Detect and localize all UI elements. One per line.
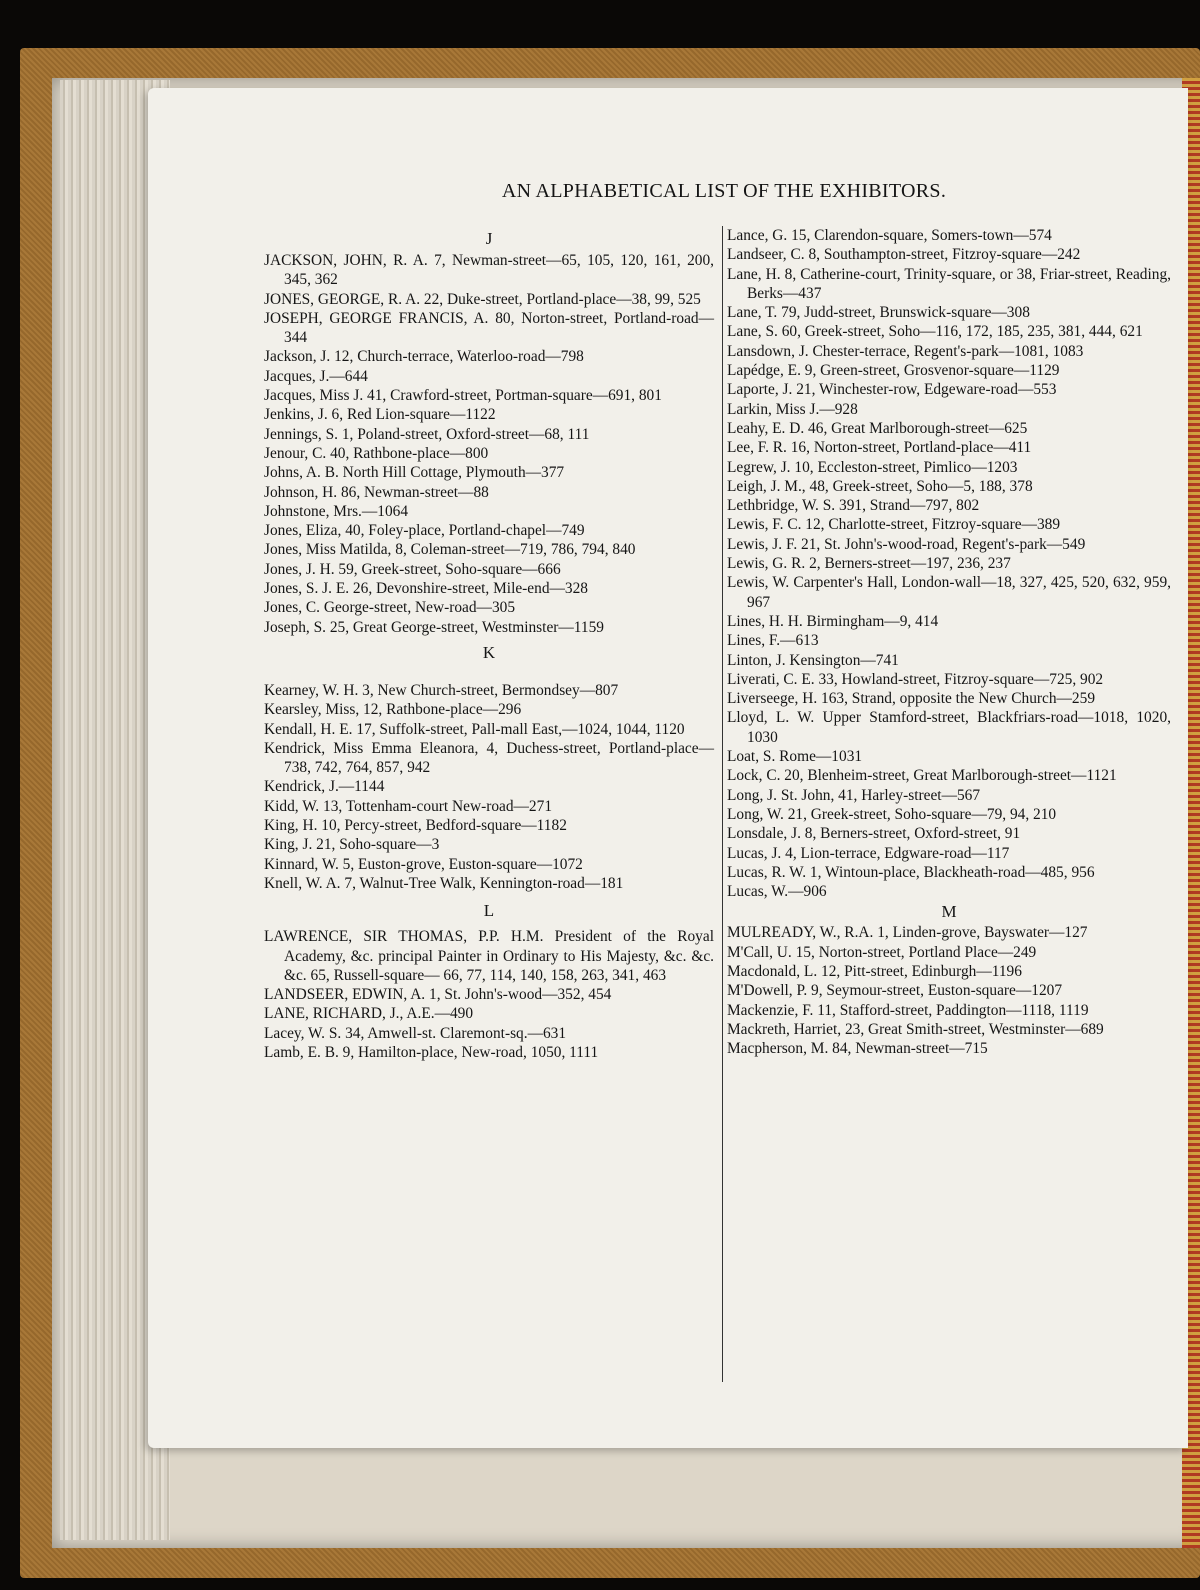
exhibitor-entry: Lane, S. 60, Greek-street, Soho—116, 172, 185, 235, 381, 444, 621 [727, 323, 1143, 341]
exhibitor-entry: King, H. 10, Percy-street, Bedford-square—1182 [264, 817, 567, 835]
exhibitor-entry: Jones, Eliza, 40, Foley-place, Portland-chapel—749 [264, 522, 585, 540]
exhibitor-entry: Jacques, Miss J. 41, Crawford-street, Portman-square—691, 801 [264, 387, 662, 405]
exhibitor-entry: Lines, H. H. Birmingham—9, 414 [727, 612, 939, 630]
section-letter-k: K [482, 642, 496, 662]
exhibitor-entry: King, J. 21, Soho-square—3 [264, 836, 440, 854]
exhibitor-entry: Lloyd, L. W. Upper Stamford-street, Blackfriars-road—1018, 1020, 1030 [727, 709, 1171, 746]
exhibitor-entry: Lane, T. 79, Judd-street, Brunswick-square—308 [727, 304, 1030, 322]
exhibitor-entry: Lewis, F. C. 12, Charlotte-street, Fitzroy-square—389 [727, 516, 1061, 534]
exhibitor-entry: Lansdown, J. Chester-terrace, Regent's-park—1081, 1083 [727, 342, 1084, 360]
exhibitor-entry: Lewis, W. Carpenter's Hall, London-wall—18, 327, 425, 520, 632, 959, 967 [727, 574, 1171, 611]
exhibitor-entry: Kendall, H. E. 17, Suffolk-street, Pall-mall East,—1024, 1044, 1120 [264, 720, 685, 738]
left-column [264, 226, 714, 1062]
exhibitor-entry: Jones, C. George-street, New-road—305 [264, 599, 516, 617]
exhibitor-entry: LANE, RICHARD, J., A.E.—490 [264, 1005, 474, 1023]
exhibitor-entry: Kearney, W. H. 3, New Church-street, Bermondsey—807 [264, 681, 619, 699]
exhibitor-entry: Loat, S. Rome—1031 [727, 748, 863, 766]
exhibitor-entry: Knell, W. A. 7, Walnut-Tree Walk, Kennington-road—181 [264, 874, 624, 892]
exhibitor-entry: Lance, G. 15, Clarendon-square, Somers-town—574 [727, 227, 1052, 244]
exhibitor-entry: Johns, A. B. North Hill Cottage, Plymouth—377 [264, 464, 565, 482]
exhibitor-entry: Lacey, W. S. 34, Amwell-st. Claremont-sq.—631 [264, 1024, 567, 1042]
exhibitor-entry: Johnstone, Mrs.—1064 [264, 502, 409, 520]
exhibitor-entry: Legrew, J. 10, Eccleston-street, Pimlico—1203 [727, 458, 1018, 476]
right-column [727, 226, 1171, 1058]
exhibitor-entry: Jennings, S. 1, Poland-street, Oxford-street—68, 111 [264, 425, 590, 443]
exhibitor-entry: M'Call, U. 15, Norton-street, Portland Place—249 [727, 943, 1037, 961]
section-letter-l: L [483, 901, 495, 921]
exhibitor-entry: Linton, J. Kensington—741 [727, 651, 899, 669]
exhibitor-entry: Lapédge, E. 9, Green-street, Grosvenor-square—1129 [727, 362, 1060, 380]
column-divider [722, 226, 723, 1382]
exhibitor-entry: Joseph, S. 25, Great George-street, Westminster—1159 [264, 618, 604, 636]
exhibitor-entry: Laporte, J. 21, Winchester-row, Edgeware-road—553 [727, 381, 1057, 399]
exhibitor-entry: Johnson, H. 86, Newman-street—88 [264, 483, 489, 501]
exhibitor-entry: Lee, F. R. 16, Norton-street, Portland-place—411 [727, 439, 1032, 457]
exhibitor-entry: Liverati, C. E. 33, Howland-street, Fitzroy-square—725, 902 [727, 670, 1104, 688]
section-letter-j: J [485, 229, 493, 248]
exhibitor-entry: JACKSON, JOHN, R. A. 7, Newman-street—65, 105, 120, 161, 200, 345, 362 [264, 252, 714, 289]
exhibitor-entry: Macpherson, M. 84, Newman-street—715 [727, 1040, 988, 1058]
exhibitor-entry: Lock, C. 20, Blenheim-street, Great Marlborough-street—1121 [727, 767, 1117, 785]
exhibitor-entry: Lines, F.—613 [727, 632, 819, 650]
section-letter-m: M [941, 902, 957, 922]
exhibitor-entry: Lewis, J. F. 21, St. John's-wood-road, Regent's-park—549 [727, 535, 1086, 553]
exhibitor-entry: Liverseege, H. 163, Strand, opposite the New Church—259 [727, 690, 1096, 708]
exhibitor-entry: Kearsley, Miss, 12, Rathbone-place—296 [264, 701, 522, 719]
exhibitor-entry: Lucas, R. W. 1, Wintoun-place, Blackheath-road—485, 956 [727, 863, 1095, 881]
exhibitor-entry: LAWRENCE, SIR THOMAS, P.P. H.M. President of the Royal Academy, &c. principal Painter in Ordinary to His Majesty, &c. &c. &c. 65, Russell-square— 66, 77, 114, 140, 158, 263, 341, 463 [264, 928, 714, 984]
exhibitor-entry: Larkin, Miss J.—928 [727, 400, 858, 418]
exhibitor-entry: Macdonald, L. 12, Pitt-street, Edinburgh—1196 [727, 962, 1022, 980]
exhibitor-entry: Lucas, W.—906 [727, 883, 827, 901]
exhibitor-entry: Leahy, E. D. 46, Great Marlborough-street—625 [727, 419, 1028, 437]
exhibitor-entry: Mackreth, Harriet, 23, Great Smith-street, Westminster—689 [727, 1020, 1104, 1038]
exhibitor-entry: Kendrick, Miss Emma Eleanora, 4, Duchess-street, Portland-place—738, 742, 764, 857, 942 [264, 739, 714, 777]
exhibitor-entry: Jones, J. H. 59, Greek-street, Soho-square—666 [264, 560, 561, 578]
exhibitor-entry: Lamb, E. B. 9, Hamilton-place, New-road, 1050, 1111 [264, 1043, 599, 1061]
exhibitor-entry: Jacques, J.—644 [264, 367, 368, 385]
exhibitor-entry: Lonsdale, J. 8, Berners-street, Oxford-street, 91 [727, 825, 1021, 843]
exhibitor-entry: Lewis, G. R. 2, Berners-street—197, 236, 237 [727, 555, 1011, 573]
exhibitor-entry: Lethbridge, W. S. 391, Strand—797, 802 [727, 497, 980, 515]
exhibitor-entry: Jones, S. J. E. 26, Devonshire-street, Mile-end—328 [264, 580, 589, 598]
exhibitor-entry: Kidd, W. 13, Tottenham-court New-road—271 [264, 797, 553, 815]
exhibitor-entry: JONES, GEORGE, R. A. 22, Duke-street, Portland-place—38, 99, 525 [264, 290, 701, 308]
exhibitor-entry: LANDSEER, EDWIN, A. 1, St. John's-wood—352, 454 [264, 986, 612, 1004]
exhibitor-entry: JOSEPH, GEORGE FRANCIS, A. 80, Norton-street, Portland-road—344 [264, 309, 714, 347]
exhibitor-entry: Jackson, J. 12, Church-terrace, Waterloo-road—798 [264, 348, 584, 366]
exhibitor-entry: Leigh, J. M., 48, Greek-street, Soho—5, 188, 378 [727, 477, 1033, 495]
exhibitor-entry: Long, W. 21, Greek-street, Soho-square—79, 94, 210 [727, 805, 1057, 823]
exhibitor-entry: Lane, H. 8, Catherine-court, Trinity-square, or 38, Friar-street, Reading, Berks—437 [727, 265, 1171, 302]
exhibitor-entry: M'Dowell, P. 9, Seymour-street, Euston-square—1207 [727, 982, 1063, 1000]
exhibitor-entry: Jones, Miss Matilda, 8, Coleman-street—719, 786, 794, 840 [264, 541, 636, 559]
page-title: AN ALPHABETICAL LIST OF THE EXHIBITORS. [501, 180, 947, 202]
exhibitor-entry: Long, J. St. John, 41, Harley-street—567 [727, 786, 981, 804]
exhibitor-entry: Landseer, C. 8, Southampton-street, Fitzroy-square—242 [727, 246, 1081, 264]
exhibitor-entry: Jenour, C. 40, Rathbone-place—800 [264, 444, 489, 462]
exhibitor-entry: Lucas, J. 4, Lion-terrace, Edgware-road—117 [727, 844, 1010, 862]
exhibitor-entry: Kinnard, W. 5, Euston-grove, Euston-square—1072 [264, 855, 583, 873]
exhibitor-entry: Kendrick, J.—1144 [264, 778, 385, 796]
exhibitor-entry: MULREADY, W., R.A. 1, Linden-grove, Bayswater—127 [727, 924, 1088, 942]
exhibitor-entry: Jenkins, J. 6, Red Lion-square—1122 [264, 406, 496, 424]
exhibitor-entry: Mackenzie, F. 11, Stafford-street, Paddington—1118, 1119 [727, 1001, 1089, 1019]
